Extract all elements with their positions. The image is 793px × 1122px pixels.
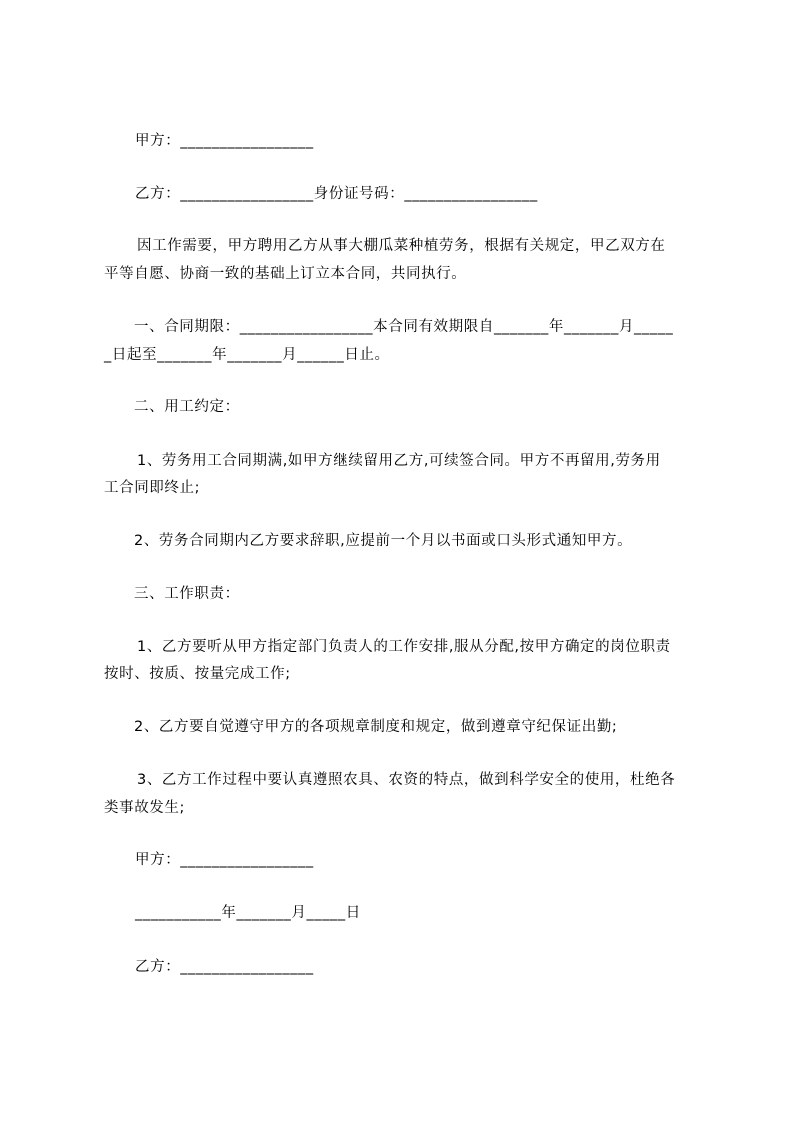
employment-clause-1-line-2: 工合同即终止; (104, 480, 201, 496)
duty-clause-1-line-1: 1、乙方要听从甲方指定部门负责人的工作安排,服从分配,按甲方确定的岗位职责 (137, 639, 671, 655)
party-b-id-line: 乙方：_________________身份证号码：_________________ (135, 186, 538, 202)
contract-term-line-1: 一、合同期限：_________________本合同有效期限自_______年_______月_____ (134, 319, 674, 335)
employment-clause-1-line-1: 1、劳务用工合同期满,如甲方继续留用乙方,可续签合同。甲方不再留用,劳务用 (137, 453, 661, 469)
duty-clause-2: 2、乙方要自觉遵守甲方的各项规章制度和规定，做到遵章守纪保证出勤; (134, 719, 618, 735)
party-a-line: 甲方：_________________ (135, 133, 314, 149)
section-heading-duties: 三、工作职责： (134, 586, 240, 602)
employment-clause-2: 2、劳务合同期内乙方要求辞职,应提前一个月以书面或口头形式通知甲方。 (134, 533, 633, 549)
duty-clause-3-line-1: 3、乙方工作过程中要认真遵照农具、农资的特点，做到科学安全的使用，杜绝各 (137, 772, 676, 788)
signature-date: ___________年_______月_____日 (135, 905, 361, 921)
duty-clause-3-line-2: 类事故发生; (104, 800, 185, 816)
contract-term-line-2: _日起至_______年_______月______日止。 (104, 347, 390, 363)
signature-party-b: 乙方：_________________ (135, 959, 314, 975)
duty-clause-1-line-2: 按时、按质、按量完成工作; (104, 666, 291, 682)
signature-party-a: 甲方：_________________ (135, 852, 314, 868)
preamble-line-1: 因工作需要，甲方聘用乙方从事大棚瓜菜种植劳务，根据有关规定，甲乙双方在 (137, 238, 666, 254)
preamble-line-2: 平等自愿、协商一致的基础上订立本合同，共同执行。 (104, 266, 467, 282)
section-heading-employment: 二、用工约定： (134, 399, 240, 415)
